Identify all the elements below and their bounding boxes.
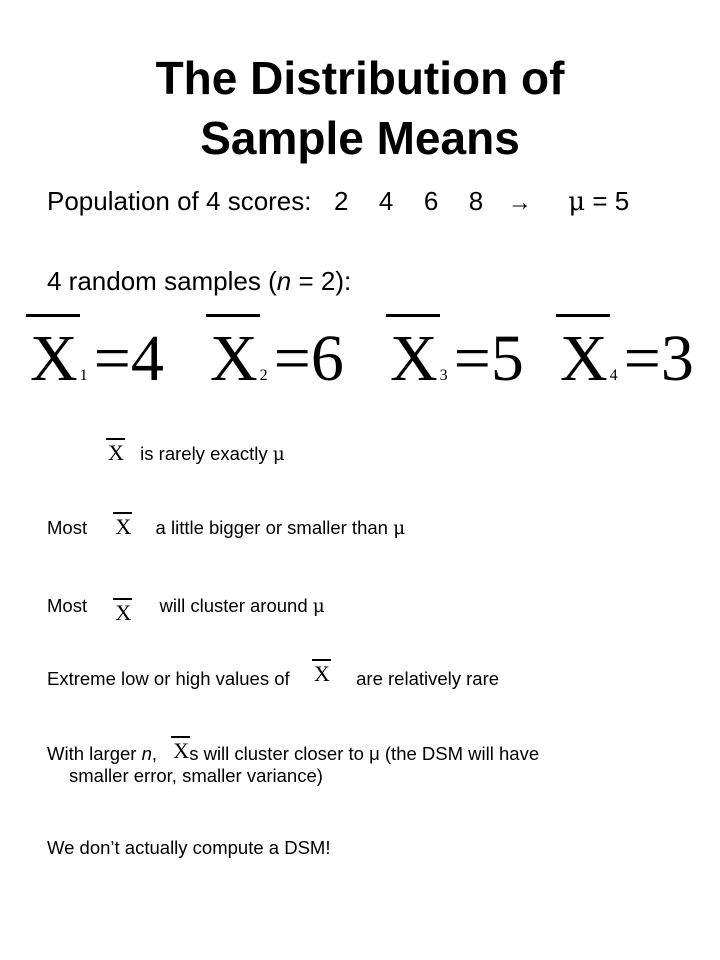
x-bar-symbol: X (30, 312, 78, 392)
sample-mean-value: 4 (130, 322, 164, 395)
point-bigger-smaller (47, 512, 405, 539)
mu-symbol: μ (272, 444, 285, 465)
mu-symbol: μ (312, 596, 325, 617)
point-text: will cluster around (159, 595, 308, 616)
point-larger-n (47, 738, 539, 787)
n-variable: n (276, 266, 292, 296)
x-bar-symbol: X (115, 600, 132, 625)
slide-title (0, 48, 720, 168)
point-lead: Most (47, 595, 88, 616)
x-bar-symbol: X (560, 312, 608, 392)
point-continuation: smaller error, smaller variance) (69, 765, 323, 786)
sample-mean-2 (210, 312, 344, 395)
sample-mean-3 (390, 312, 524, 395)
population-score: 4 (378, 186, 394, 216)
point-no-dsm (47, 837, 330, 859)
population-score: 6 (423, 186, 439, 216)
population-score: 8 (468, 186, 484, 216)
samples-line (47, 266, 351, 297)
point-lead: With larger (47, 743, 142, 764)
point-text: is rarely exactly (140, 443, 268, 464)
sample-mean-value: 3 (660, 322, 694, 395)
sample-mean-4 (560, 312, 694, 395)
point-lead: Extreme low or high values of (47, 668, 290, 689)
point-text: a little bigger or smaller than (155, 517, 388, 538)
sample-mean-1 (30, 312, 164, 395)
x-bar-symbol: X (390, 312, 438, 392)
mu-symbol: μ (393, 518, 406, 539)
equals-sign: = (273, 322, 311, 395)
population-line (47, 186, 629, 217)
subscript: 1 (79, 367, 88, 384)
equals-sign: = (453, 322, 491, 395)
n-variable: n (141, 743, 152, 764)
population-prefix: Population of 4 scores: (47, 186, 312, 216)
point-extremes-rare (47, 663, 499, 690)
population-mean-value: = 5 (592, 186, 630, 216)
comma: , (151, 743, 158, 764)
subscript: 2 (259, 367, 268, 384)
mu-symbol: μ (568, 187, 586, 217)
x-bar-symbol: X (115, 514, 132, 539)
title-line-1: The Distribution of (155, 52, 565, 104)
right-arrow-icon: → (507, 189, 532, 216)
subscript: 3 (439, 367, 448, 384)
x-bar-symbol: X (173, 738, 190, 763)
samples-suffix: = 2): (291, 266, 352, 296)
population-score: 2 (333, 186, 349, 216)
point-text: are relatively rare (356, 668, 500, 689)
point-text: s will cluster closer to μ (the DSM will have (189, 743, 540, 764)
x-bar-symbol: X (108, 440, 124, 465)
point-cluster-around (47, 590, 325, 625)
sample-mean-value: 5 (490, 322, 524, 395)
subscript: 4 (609, 367, 618, 384)
x-bar-symbol: X (210, 312, 258, 392)
point-rarely-exact (108, 438, 285, 465)
point-lead: Most (47, 517, 88, 538)
point-text: We don’t actually compute a DSM! (47, 837, 331, 858)
samples-prefix: 4 random samples ( (47, 266, 277, 296)
sample-mean-value: 6 (310, 322, 344, 395)
equals-sign: = (623, 322, 661, 395)
x-bar-symbol: X (313, 661, 330, 686)
equals-sign: = (93, 322, 131, 395)
title-line-2: Sample Means (200, 112, 520, 164)
